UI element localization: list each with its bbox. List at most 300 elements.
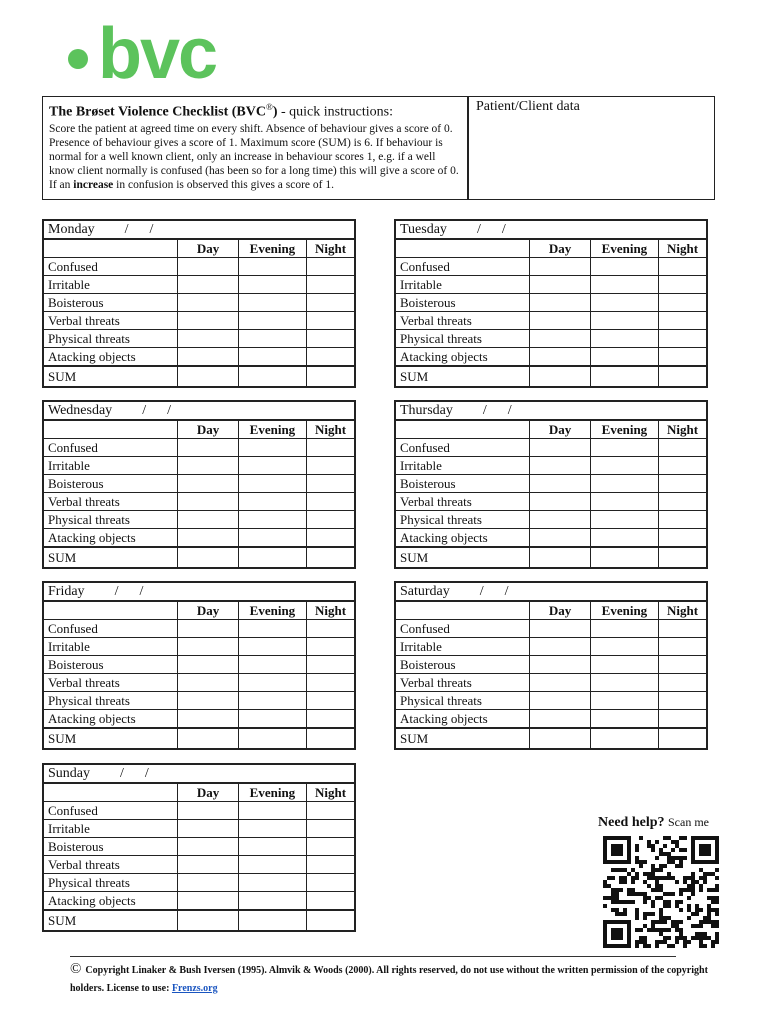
score-cell[interactable] — [178, 493, 238, 511]
score-cell[interactable] — [178, 874, 238, 892]
behaviour-label: Atacking objects — [43, 892, 178, 911]
sum-cell[interactable] — [307, 728, 355, 749]
behaviour-label: Physical threats — [43, 330, 178, 348]
sum-row — [43, 728, 355, 749]
checklist-sunday — [42, 763, 356, 932]
score-cell[interactable] — [238, 439, 306, 457]
score-cell[interactable] — [530, 439, 590, 457]
score-cell[interactable] — [590, 529, 658, 548]
score-cell[interactable] — [178, 674, 238, 692]
table-row — [395, 457, 707, 475]
table-row — [43, 674, 355, 692]
score-cell[interactable] — [530, 529, 590, 548]
score-cell[interactable] — [307, 856, 355, 874]
score-cell[interactable] — [659, 493, 707, 511]
score-cell[interactable] — [178, 529, 238, 548]
score-cell[interactable] — [307, 493, 355, 511]
score-cell[interactable] — [590, 330, 658, 348]
score-cell[interactable] — [238, 692, 306, 710]
score-cell[interactable] — [238, 674, 306, 692]
logo-text: bvc — [98, 14, 217, 94]
table-row — [395, 348, 707, 367]
score-cell[interactable] — [238, 820, 306, 838]
shift-header-day: Day — [178, 420, 238, 439]
score-cell[interactable] — [307, 892, 355, 911]
sum-cell[interactable] — [238, 547, 306, 568]
sum-label: SUM — [395, 547, 530, 568]
day-date: / / — [482, 402, 512, 418]
copyright-symbol: © — [70, 961, 82, 977]
checklist-thursday — [394, 400, 708, 569]
behaviour-label: Confused — [395, 258, 530, 276]
score-cell[interactable] — [178, 856, 238, 874]
score-cell[interactable] — [178, 692, 238, 710]
behaviour-label: Irritable — [43, 820, 178, 838]
table-row — [395, 312, 707, 330]
table-row — [43, 710, 355, 729]
day-header — [395, 401, 707, 420]
score-cell[interactable] — [590, 457, 658, 475]
score-cell[interactable] — [178, 892, 238, 911]
score-cell[interactable] — [659, 312, 707, 330]
score-cell[interactable] — [238, 475, 306, 493]
behaviour-label: Irritable — [43, 457, 178, 475]
sum-cell[interactable] — [178, 547, 238, 568]
checklist-saturday — [394, 581, 708, 750]
score-cell[interactable] — [659, 710, 707, 729]
instructions-body-part1: Score the patient at agreed time on every shift. Absence of behaviour gives a score of 0. Presence of behaviour gives a score of 1. Maximum score (SUM) is 6. If behaviour is normal for a well known client, only an increase in behaviour scores 1, e.g. if a well know client normally is confused (has been so for a long time) this will give a score of 0. If an — [49, 122, 459, 192]
sum-cell[interactable] — [307, 366, 355, 387]
score-cell[interactable] — [530, 493, 590, 511]
score-cell[interactable] — [178, 638, 238, 656]
table-row — [43, 874, 355, 892]
shift-header-day: Day — [178, 783, 238, 802]
score-cell[interactable] — [307, 838, 355, 856]
score-cell[interactable] — [659, 294, 707, 312]
score-cell[interactable] — [659, 439, 707, 457]
score-cell[interactable] — [307, 802, 355, 820]
day-name: Wednesday — [48, 402, 113, 418]
score-cell[interactable] — [590, 439, 658, 457]
score-cell[interactable] — [307, 294, 355, 312]
table-row — [43, 838, 355, 856]
instructions-title-rest: - quick instructions: — [277, 104, 393, 120]
behaviour-label: Irritable — [395, 276, 530, 294]
sum-row — [43, 366, 355, 387]
behaviour-label: Atacking objects — [43, 529, 178, 548]
table-row — [395, 710, 707, 729]
score-cell[interactable] — [530, 656, 590, 674]
table-row — [43, 312, 355, 330]
sum-row — [395, 366, 707, 387]
behaviour-label: Physical threats — [395, 692, 530, 710]
table-row — [43, 692, 355, 710]
table-row — [43, 529, 355, 548]
sum-cell[interactable] — [178, 910, 238, 931]
score-cell[interactable] — [178, 330, 238, 348]
score-cell[interactable] — [178, 457, 238, 475]
behaviour-label: Boisterous — [43, 838, 178, 856]
behaviour-label: Confused — [43, 258, 178, 276]
sum-label: SUM — [43, 366, 178, 387]
table-row — [395, 439, 707, 457]
score-cell[interactable] — [590, 674, 658, 692]
score-cell[interactable] — [178, 838, 238, 856]
behaviour-label: Boisterous — [395, 475, 530, 493]
sum-label: SUM — [43, 910, 178, 931]
score-cell[interactable] — [238, 258, 306, 276]
table-row — [43, 348, 355, 367]
score-cell[interactable] — [307, 475, 355, 493]
score-cell[interactable] — [307, 330, 355, 348]
shift-header-night: Night — [659, 239, 707, 258]
behaviour-label: Irritable — [43, 638, 178, 656]
score-cell[interactable] — [238, 511, 306, 529]
checklist-wednesday — [42, 400, 356, 569]
sum-cell[interactable] — [659, 366, 707, 387]
score-cell[interactable] — [530, 638, 590, 656]
shift-header-night: Night — [307, 601, 355, 620]
behaviour-label: Verbal threats — [43, 856, 178, 874]
sum-cell[interactable] — [530, 366, 590, 387]
score-cell[interactable] — [659, 330, 707, 348]
table-row — [395, 656, 707, 674]
score-cell[interactable] — [590, 511, 658, 529]
behaviour-label: Atacking objects — [395, 710, 530, 729]
behaviour-label: Confused — [43, 802, 178, 820]
shift-header-evening: Evening — [238, 783, 306, 802]
day-date: / / — [476, 221, 506, 237]
score-cell[interactable] — [307, 348, 355, 367]
shift-header-evening: Evening — [238, 420, 306, 439]
table-row — [395, 330, 707, 348]
score-cell[interactable] — [530, 457, 590, 475]
shift-header-night: Night — [659, 420, 707, 439]
score-cell[interactable] — [178, 258, 238, 276]
registered-mark: ® — [265, 102, 273, 112]
copyright-text: Copyright Linaker & Bush Iversen (1995). Almvik & Woods (2000). All rights reserved, do not use without the written permission of the copyright holders. License to use: — [70, 965, 708, 994]
shift-header-evening: Evening — [238, 239, 306, 258]
score-cell[interactable] — [238, 892, 306, 911]
table-row — [43, 475, 355, 493]
sum-cell[interactable] — [238, 366, 306, 387]
behaviour-label: Irritable — [395, 457, 530, 475]
behaviour-label: Physical threats — [43, 874, 178, 892]
instructions-title — [49, 99, 461, 121]
score-cell[interactable] — [238, 802, 306, 820]
score-cell[interactable] — [178, 294, 238, 312]
day-header — [43, 401, 355, 420]
table-row — [43, 656, 355, 674]
score-cell[interactable] — [307, 312, 355, 330]
score-cell[interactable] — [659, 638, 707, 656]
score-cell[interactable] — [659, 620, 707, 638]
score-cell[interactable] — [530, 692, 590, 710]
sum-cell[interactable] — [307, 910, 355, 931]
checklist-friday — [42, 581, 356, 750]
sum-cell[interactable] — [659, 547, 707, 568]
behaviour-label: Confused — [43, 439, 178, 457]
patient-data-label: Patient/Client data — [476, 99, 580, 114]
blank-header-cell — [43, 601, 178, 620]
table-row — [43, 276, 355, 294]
bvc-logo — [68, 14, 217, 94]
score-cell[interactable] — [530, 294, 590, 312]
sum-cell[interactable] — [178, 366, 238, 387]
score-cell[interactable] — [590, 620, 658, 638]
sum-cell[interactable] — [590, 547, 658, 568]
table-row — [43, 439, 355, 457]
blank-header-cell — [43, 783, 178, 802]
shift-header-day: Day — [178, 601, 238, 620]
sum-label: SUM — [395, 728, 530, 749]
day-header — [395, 220, 707, 239]
blank-header-cell — [395, 601, 530, 620]
table-row — [43, 892, 355, 911]
day-header — [43, 764, 355, 783]
table-row — [395, 529, 707, 548]
score-cell[interactable] — [178, 802, 238, 820]
score-cell[interactable] — [238, 856, 306, 874]
table-row — [395, 511, 707, 529]
shift-header-day: Day — [530, 239, 590, 258]
score-cell[interactable] — [307, 656, 355, 674]
shift-header-night: Night — [659, 601, 707, 620]
score-cell[interactable] — [238, 638, 306, 656]
behaviour-label: Physical threats — [43, 511, 178, 529]
shift-header-day: Day — [178, 239, 238, 258]
score-cell[interactable] — [178, 656, 238, 674]
score-cell[interactable] — [530, 475, 590, 493]
score-cell[interactable] — [307, 439, 355, 457]
score-cell[interactable] — [178, 475, 238, 493]
table-row — [395, 294, 707, 312]
score-cell[interactable] — [590, 258, 658, 276]
score-cell[interactable] — [659, 348, 707, 367]
table-row — [395, 258, 707, 276]
table-row — [395, 674, 707, 692]
score-cell[interactable] — [530, 330, 590, 348]
score-cell[interactable] — [238, 529, 306, 548]
score-cell[interactable] — [659, 692, 707, 710]
behaviour-label: Boisterous — [395, 294, 530, 312]
instructions-body-part2: in confusion is observed this gives a score of 1. — [113, 179, 334, 192]
sum-cell[interactable] — [178, 728, 238, 749]
score-cell[interactable] — [238, 457, 306, 475]
score-cell[interactable] — [238, 620, 306, 638]
score-cell[interactable] — [659, 674, 707, 692]
behaviour-label: Boisterous — [395, 656, 530, 674]
score-cell[interactable] — [307, 276, 355, 294]
sum-cell[interactable] — [659, 728, 707, 749]
checklist-monday — [42, 219, 356, 388]
table-row — [43, 802, 355, 820]
day-header — [43, 582, 355, 601]
score-cell[interactable] — [590, 710, 658, 729]
score-cell[interactable] — [590, 638, 658, 656]
day-name: Tuesday — [400, 221, 447, 237]
table-row — [395, 692, 707, 710]
table-row — [43, 457, 355, 475]
score-cell[interactable] — [238, 294, 306, 312]
table-row — [43, 493, 355, 511]
score-cell[interactable] — [590, 312, 658, 330]
score-cell[interactable] — [659, 457, 707, 475]
score-cell[interactable] — [178, 820, 238, 838]
score-cell[interactable] — [178, 276, 238, 294]
shift-header-evening: Evening — [590, 420, 658, 439]
table-row — [43, 258, 355, 276]
score-cell[interactable] — [659, 276, 707, 294]
behaviour-label: Boisterous — [43, 475, 178, 493]
behaviour-label: Atacking objects — [395, 348, 530, 367]
license-link[interactable]: Frenzs.org — [171, 983, 218, 994]
behaviour-label: Verbal threats — [43, 312, 178, 330]
score-cell[interactable] — [530, 511, 590, 529]
qr-code-icon[interactable] — [603, 836, 719, 948]
score-cell[interactable] — [590, 475, 658, 493]
day-name: Sunday — [48, 765, 90, 781]
score-cell[interactable] — [530, 620, 590, 638]
behaviour-label: Verbal threats — [395, 312, 530, 330]
help-label — [598, 815, 709, 831]
sum-row — [43, 910, 355, 931]
instructions-title-bold: The Brøset Violence Checklist (BVC — [49, 104, 266, 120]
table-row — [395, 638, 707, 656]
score-cell[interactable] — [659, 258, 707, 276]
table-row — [395, 475, 707, 493]
day-date: / / — [114, 583, 144, 599]
score-cell[interactable] — [238, 330, 306, 348]
day-name: Saturday — [400, 583, 450, 599]
score-cell[interactable] — [238, 838, 306, 856]
behaviour-label: Boisterous — [43, 294, 178, 312]
behaviour-label: Irritable — [43, 276, 178, 294]
table-row — [43, 511, 355, 529]
sum-cell[interactable] — [530, 547, 590, 568]
shift-header-night: Night — [307, 239, 355, 258]
score-cell[interactable] — [307, 529, 355, 548]
score-cell[interactable] — [590, 692, 658, 710]
table-row — [43, 620, 355, 638]
score-cell[interactable] — [178, 348, 238, 367]
sum-label: SUM — [43, 547, 178, 568]
score-cell[interactable] — [238, 276, 306, 294]
instructions-body-bold: increase — [73, 179, 114, 192]
sum-cell[interactable] — [238, 910, 306, 931]
blank-header-cell — [395, 239, 530, 258]
score-cell[interactable] — [590, 656, 658, 674]
score-cell[interactable] — [530, 258, 590, 276]
score-cell[interactable] — [238, 874, 306, 892]
table-row — [43, 638, 355, 656]
score-cell[interactable] — [530, 674, 590, 692]
scan-me-text: Scan me — [668, 815, 709, 829]
day-name: Monday — [48, 221, 95, 237]
copyright-notice — [70, 960, 710, 998]
sum-cell[interactable] — [590, 366, 658, 387]
sum-label: SUM — [43, 728, 178, 749]
sum-cell[interactable] — [238, 728, 306, 749]
shift-header-evening: Evening — [590, 239, 658, 258]
score-cell[interactable] — [659, 511, 707, 529]
behaviour-label: Atacking objects — [395, 529, 530, 548]
score-cell[interactable] — [307, 674, 355, 692]
score-cell[interactable] — [307, 692, 355, 710]
score-cell[interactable] — [178, 710, 238, 729]
score-cell[interactable] — [178, 439, 238, 457]
day-date: / / — [120, 765, 149, 781]
score-cell[interactable] — [307, 710, 355, 729]
score-cell[interactable] — [307, 820, 355, 838]
behaviour-label: Physical threats — [43, 692, 178, 710]
day-date: / / — [479, 583, 509, 599]
score-cell[interactable] — [178, 511, 238, 529]
score-cell[interactable] — [307, 457, 355, 475]
score-cell[interactable] — [530, 276, 590, 294]
score-cell[interactable] — [238, 710, 306, 729]
shift-header-day: Day — [530, 420, 590, 439]
score-cell[interactable] — [590, 276, 658, 294]
sum-row — [43, 547, 355, 568]
score-cell[interactable] — [307, 620, 355, 638]
behaviour-label: Verbal threats — [43, 493, 178, 511]
footer-divider — [70, 956, 676, 957]
sum-cell[interactable] — [530, 728, 590, 749]
behaviour-label: Verbal threats — [395, 674, 530, 692]
score-cell[interactable] — [590, 493, 658, 511]
score-cell[interactable] — [530, 312, 590, 330]
table-row — [43, 856, 355, 874]
score-cell[interactable] — [238, 312, 306, 330]
behaviour-label: Confused — [43, 620, 178, 638]
score-cell[interactable] — [590, 348, 658, 367]
score-cell[interactable] — [530, 348, 590, 367]
day-date: / / — [124, 221, 154, 237]
day-header — [43, 220, 355, 239]
table-row — [43, 294, 355, 312]
table-row — [43, 330, 355, 348]
score-cell[interactable] — [178, 620, 238, 638]
score-cell[interactable] — [238, 656, 306, 674]
sum-row — [395, 728, 707, 749]
score-cell[interactable] — [659, 656, 707, 674]
behaviour-label: Atacking objects — [43, 710, 178, 729]
score-cell[interactable] — [307, 638, 355, 656]
score-cell[interactable] — [307, 258, 355, 276]
score-cell[interactable] — [238, 493, 306, 511]
score-cell[interactable] — [307, 511, 355, 529]
score-cell[interactable] — [659, 529, 707, 548]
shift-header-evening: Evening — [590, 601, 658, 620]
sum-cell[interactable] — [590, 728, 658, 749]
behaviour-label: Irritable — [395, 638, 530, 656]
table-row — [395, 620, 707, 638]
sum-row — [395, 547, 707, 568]
sum-cell[interactable] — [307, 547, 355, 568]
score-cell[interactable] — [590, 294, 658, 312]
shift-header-day: Day — [530, 601, 590, 620]
score-cell[interactable] — [178, 312, 238, 330]
patient-data-box[interactable] — [468, 96, 715, 200]
blank-header-cell — [43, 239, 178, 258]
shift-header-evening: Evening — [238, 601, 306, 620]
score-cell[interactable] — [307, 874, 355, 892]
score-cell[interactable] — [530, 710, 590, 729]
score-cell[interactable] — [238, 348, 306, 367]
day-header — [395, 582, 707, 601]
score-cell[interactable] — [659, 475, 707, 493]
